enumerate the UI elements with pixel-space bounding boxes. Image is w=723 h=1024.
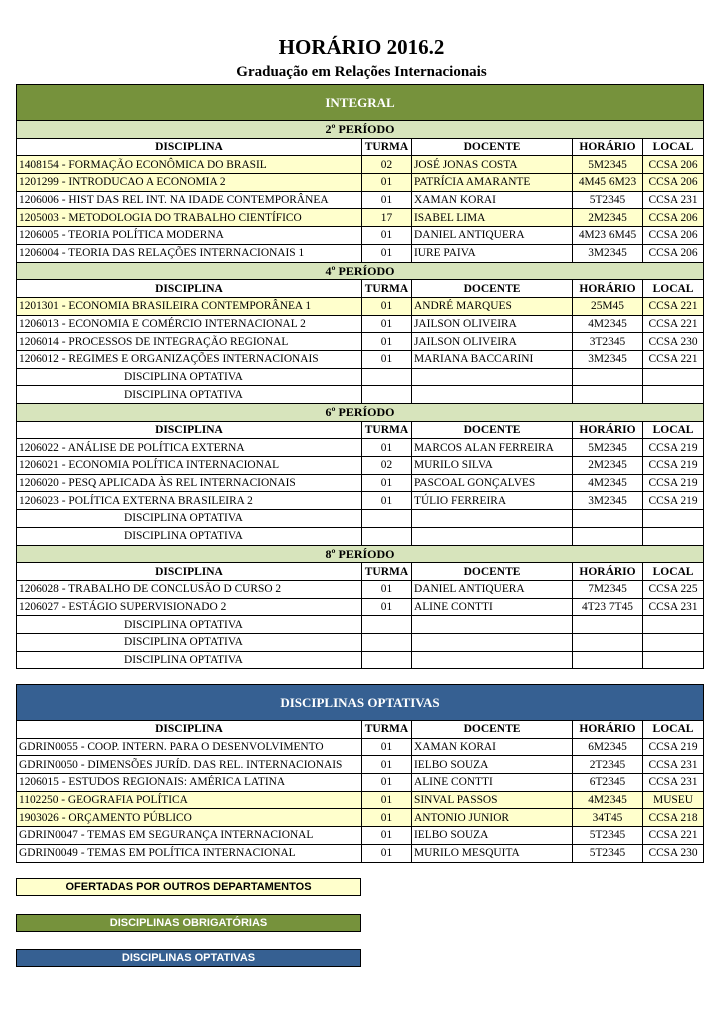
cell-local: CCSA 206 bbox=[643, 244, 704, 262]
cell-horario bbox=[573, 527, 643, 545]
cell-local bbox=[643, 633, 704, 651]
cell-turma: 01 bbox=[362, 598, 412, 616]
cell-disciplina: DISCIPLINA OPTATIVA bbox=[17, 527, 362, 545]
cell-disciplina: 1206012 - REGIMES E ORGANIZAÇÕES INTERNACIONAIS bbox=[17, 350, 362, 368]
column-header-local: LOCAL bbox=[643, 138, 704, 156]
cell-local: CCSA 219 bbox=[643, 457, 704, 475]
cell-disciplina: 1206020 - PESQ APLICADA ÀS REL INTERNACIONAIS bbox=[17, 474, 362, 492]
cell-local: CCSA 206 bbox=[643, 209, 704, 227]
cell-turma: 01 bbox=[362, 297, 412, 315]
period-row bbox=[17, 545, 704, 563]
cell-horario bbox=[573, 633, 643, 651]
cell-local: CCSA 218 bbox=[643, 809, 704, 827]
table-row bbox=[17, 598, 704, 616]
cell-docente: SINVAL PASSOS bbox=[412, 791, 573, 809]
cell-turma: 01 bbox=[362, 844, 412, 862]
cell-turma bbox=[362, 616, 412, 634]
cell-docente bbox=[412, 527, 573, 545]
cell-turma bbox=[362, 651, 412, 669]
cell-local: CCSA 219 bbox=[643, 738, 704, 756]
cell-docente bbox=[412, 386, 573, 404]
column-header-disciplina: DISCIPLINA bbox=[17, 721, 362, 739]
table-row bbox=[17, 297, 704, 315]
optativas-schedule-table bbox=[16, 684, 704, 863]
cell-horario: 3M2345 bbox=[573, 244, 643, 262]
cell-local: CCSA 206 bbox=[643, 156, 704, 174]
table-row bbox=[17, 510, 704, 528]
period-title: 6º PERÍODO bbox=[17, 404, 704, 422]
table-row bbox=[17, 209, 704, 227]
column-header-turma: TURMA bbox=[362, 563, 412, 581]
cell-local: CCSA 221 bbox=[643, 315, 704, 333]
cell-horario: 5M2345 bbox=[573, 439, 643, 457]
cell-turma: 01 bbox=[362, 244, 412, 262]
cell-turma: 17 bbox=[362, 209, 412, 227]
cell-turma: 02 bbox=[362, 457, 412, 475]
column-header-docente: DOCENTE bbox=[412, 421, 573, 439]
column-header-docente: DOCENTE bbox=[412, 280, 573, 298]
cell-local: CCSA 219 bbox=[643, 439, 704, 457]
cell-local: CCSA 219 bbox=[643, 492, 704, 510]
cell-docente: PASCOAL GONÇALVES bbox=[412, 474, 573, 492]
cell-docente bbox=[412, 510, 573, 528]
period-title: 8º PERÍODO bbox=[17, 545, 704, 563]
cell-local bbox=[643, 651, 704, 669]
table-header-row bbox=[17, 138, 704, 156]
cell-horario: 4M45 6M23 bbox=[573, 174, 643, 192]
period-row bbox=[17, 404, 704, 422]
table-row bbox=[17, 474, 704, 492]
cell-local bbox=[643, 527, 704, 545]
cell-turma: 01 bbox=[362, 174, 412, 192]
cell-docente bbox=[412, 616, 573, 634]
cell-docente: ALINE CONTTI bbox=[412, 598, 573, 616]
table-row bbox=[17, 791, 704, 809]
table-header-row bbox=[17, 421, 704, 439]
cell-horario: 6T2345 bbox=[573, 774, 643, 792]
cell-turma: 01 bbox=[362, 474, 412, 492]
cell-local: CCSA 230 bbox=[643, 333, 704, 351]
cell-horario: 2M2345 bbox=[573, 457, 643, 475]
cell-local: CCSA 231 bbox=[643, 191, 704, 209]
integral-schedule-table bbox=[16, 84, 704, 669]
column-header-horario: HORÁRIO bbox=[573, 421, 643, 439]
column-header-horario: HORÁRIO bbox=[573, 721, 643, 739]
cell-horario bbox=[573, 651, 643, 669]
cell-horario: 4M2345 bbox=[573, 791, 643, 809]
cell-disciplina: DISCIPLINA OPTATIVA bbox=[17, 616, 362, 634]
cell-disciplina: 1201299 - INTRODUCAO A ECONOMIA 2 bbox=[17, 174, 362, 192]
cell-horario: 3T2345 bbox=[573, 333, 643, 351]
period-title: 4º PERÍODO bbox=[17, 262, 704, 280]
table-row bbox=[17, 580, 704, 598]
legend-disciplinas-optativas: DISCIPLINAS OPTATIVAS bbox=[16, 949, 361, 967]
cell-turma: 02 bbox=[362, 156, 412, 174]
cell-horario: 4M23 6M45 bbox=[573, 227, 643, 245]
cell-turma: 01 bbox=[362, 809, 412, 827]
cell-local: CCSA 231 bbox=[643, 756, 704, 774]
table-row bbox=[17, 350, 704, 368]
table-row bbox=[17, 827, 704, 845]
cell-disciplina: 1102250 - GEOGRAFIA POLÍTICA bbox=[17, 791, 362, 809]
cell-horario bbox=[573, 510, 643, 528]
period-title: 2º PERÍODO bbox=[17, 121, 704, 139]
cell-disciplina: DISCIPLINA OPTATIVA bbox=[17, 510, 362, 528]
table-header-row bbox=[17, 563, 704, 581]
column-header-docente: DOCENTE bbox=[412, 138, 573, 156]
column-header-turma: TURMA bbox=[362, 421, 412, 439]
cell-disciplina: 1206014 - PROCESSOS DE INTEGRAÇÃO REGIONAL bbox=[17, 333, 362, 351]
cell-local: CCSA 225 bbox=[643, 580, 704, 598]
legend-disciplinas-obrigatorias: DISCIPLINAS OBRIGATÓRIAS bbox=[16, 914, 361, 932]
column-header-horario: HORÁRIO bbox=[573, 280, 643, 298]
cell-disciplina: 1206006 - HIST DAS REL INT. NA IDADE CONTEMPORÂNEA bbox=[17, 191, 362, 209]
cell-local: CCSA 219 bbox=[643, 474, 704, 492]
cell-horario: 5T2345 bbox=[573, 844, 643, 862]
column-header-disciplina: DISCIPLINA bbox=[17, 563, 362, 581]
cell-disciplina: 1201301 - ECONOMIA BRASILEIRA CONTEMPORÂNEA 1 bbox=[17, 297, 362, 315]
cell-docente: MURILO SILVA bbox=[412, 457, 573, 475]
column-header-turma: TURMA bbox=[362, 280, 412, 298]
optativas-banner: DISCIPLINAS OPTATIVAS bbox=[17, 685, 704, 721]
cell-disciplina: 1903026 - ORÇAMENTO PÚBLICO bbox=[17, 809, 362, 827]
table-row bbox=[17, 386, 704, 404]
table-header-row bbox=[17, 721, 704, 739]
cell-horario: 25M45 bbox=[573, 297, 643, 315]
cell-turma: 01 bbox=[362, 827, 412, 845]
cell-disciplina: 1206027 - ESTÁGIO SUPERVISIONADO 2 bbox=[17, 598, 362, 616]
cell-docente: DANIEL ANTIQUERA bbox=[412, 227, 573, 245]
cell-turma bbox=[362, 527, 412, 545]
cell-turma: 01 bbox=[362, 580, 412, 598]
cell-turma: 01 bbox=[362, 227, 412, 245]
legend-outros-departamentos: OFERTADAS POR OUTROS DEPARTAMENTOS bbox=[16, 878, 361, 896]
column-header-disciplina: DISCIPLINA bbox=[17, 138, 362, 156]
table-row bbox=[17, 809, 704, 827]
cell-disciplina: 1206028 - TRABALHO DE CONCLUSÃO D CURSO 2 bbox=[17, 580, 362, 598]
cell-turma: 01 bbox=[362, 774, 412, 792]
cell-turma: 01 bbox=[362, 191, 412, 209]
table-row bbox=[17, 633, 704, 651]
table-row bbox=[17, 191, 704, 209]
optativas-banner-row bbox=[17, 685, 704, 721]
cell-turma: 01 bbox=[362, 350, 412, 368]
cell-docente bbox=[412, 651, 573, 669]
cell-docente bbox=[412, 633, 573, 651]
cell-horario: 5T2345 bbox=[573, 191, 643, 209]
cell-disciplina: 1205003 - METODOLOGIA DO TRABALHO CIENTÍFICO bbox=[17, 209, 362, 227]
cell-docente: JAILSON OLIVEIRA bbox=[412, 333, 573, 351]
table-row bbox=[17, 774, 704, 792]
cell-local bbox=[643, 510, 704, 528]
cell-docente: ISABEL LIMA bbox=[412, 209, 573, 227]
table-row bbox=[17, 368, 704, 386]
table-row bbox=[17, 651, 704, 669]
table-row bbox=[17, 315, 704, 333]
table-row bbox=[17, 439, 704, 457]
cell-turma: 01 bbox=[362, 791, 412, 809]
cell-horario: 2M2345 bbox=[573, 209, 643, 227]
cell-docente: JAILSON OLIVEIRA bbox=[412, 315, 573, 333]
integral-banner: INTEGRAL bbox=[17, 85, 704, 121]
column-header-docente: DOCENTE bbox=[412, 563, 573, 581]
cell-disciplina: 1206005 - TEORIA POLÍTICA MODERNA bbox=[17, 227, 362, 245]
cell-docente: TÚLIO FERREIRA bbox=[412, 492, 573, 510]
cell-disciplina: DISCIPLINA OPTATIVA bbox=[17, 386, 362, 404]
cell-local: MUSEU bbox=[643, 791, 704, 809]
column-header-horario: HORÁRIO bbox=[573, 138, 643, 156]
cell-docente bbox=[412, 368, 573, 386]
cell-horario bbox=[573, 368, 643, 386]
table-row bbox=[17, 844, 704, 862]
cell-disciplina: 1206023 - POLÍTICA EXTERNA BRASILEIRA 2 bbox=[17, 492, 362, 510]
cell-turma: 01 bbox=[362, 492, 412, 510]
cell-disciplina: DISCIPLINA OPTATIVA bbox=[17, 651, 362, 669]
cell-horario bbox=[573, 386, 643, 404]
cell-disciplina: DISCIPLINA OPTATIVA bbox=[17, 633, 362, 651]
cell-turma bbox=[362, 368, 412, 386]
table-row bbox=[17, 738, 704, 756]
cell-horario: 5M2345 bbox=[573, 156, 643, 174]
cell-disciplina: 1206021 - ECONOMIA POLÍTICA INTERNACIONAL bbox=[17, 457, 362, 475]
cell-turma bbox=[362, 633, 412, 651]
table-row bbox=[17, 244, 704, 262]
cell-docente: XAMAN KORAI bbox=[412, 738, 573, 756]
table-row bbox=[17, 457, 704, 475]
cell-horario: 4M2345 bbox=[573, 315, 643, 333]
cell-disciplina: GDRIN0047 - TEMAS EM SEGURANÇA INTERNACIONAL bbox=[17, 827, 362, 845]
cell-turma bbox=[362, 510, 412, 528]
cell-docente: MARCOS ALAN FERREIRA bbox=[412, 439, 573, 457]
cell-docente: IURE PAIVA bbox=[412, 244, 573, 262]
table-row bbox=[17, 616, 704, 634]
cell-docente: JOSÉ JONAS COSTA bbox=[412, 156, 573, 174]
cell-docente: MURILO MESQUITA bbox=[412, 844, 573, 862]
cell-local bbox=[643, 386, 704, 404]
cell-turma: 01 bbox=[362, 315, 412, 333]
cell-horario: 3M2345 bbox=[573, 492, 643, 510]
cell-local: CCSA 231 bbox=[643, 598, 704, 616]
cell-docente: ALINE CONTTI bbox=[412, 774, 573, 792]
cell-turma: 01 bbox=[362, 756, 412, 774]
column-header-disciplina: DISCIPLINA bbox=[17, 280, 362, 298]
cell-horario: 4T23 7T45 bbox=[573, 598, 643, 616]
table-row bbox=[17, 756, 704, 774]
table-row bbox=[17, 227, 704, 245]
table-row bbox=[17, 156, 704, 174]
cell-docente: DANIEL ANTIQUERA bbox=[412, 580, 573, 598]
column-header-local: LOCAL bbox=[643, 721, 704, 739]
page-title: HORÁRIO 2016.2 bbox=[278, 35, 445, 59]
cell-horario bbox=[573, 616, 643, 634]
cell-docente: IELBO SOUZA bbox=[412, 827, 573, 845]
cell-local: CCSA 221 bbox=[643, 827, 704, 845]
cell-horario: 5T2345 bbox=[573, 827, 643, 845]
integral-banner-row bbox=[17, 85, 704, 121]
cell-docente: ANDRÉ MARQUES bbox=[412, 297, 573, 315]
column-header-docente: DOCENTE bbox=[412, 721, 573, 739]
cell-disciplina: GDRIN0055 - COOP. INTERN. PARA O DESENVOLVIMENTO bbox=[17, 738, 362, 756]
cell-local: CCSA 206 bbox=[643, 174, 704, 192]
cell-turma: 01 bbox=[362, 738, 412, 756]
cell-horario: 6M2345 bbox=[573, 738, 643, 756]
cell-disciplina: 1206004 - TEORIA DAS RELAÇÕES INTERNACIONAIS 1 bbox=[17, 244, 362, 262]
cell-disciplina: 1206015 - ESTUDOS REGIONAIS: AMÉRICA LATINA bbox=[17, 774, 362, 792]
cell-turma bbox=[362, 386, 412, 404]
column-header-disciplina: DISCIPLINA bbox=[17, 421, 362, 439]
table-row bbox=[17, 333, 704, 351]
cell-horario: 3M2345 bbox=[573, 350, 643, 368]
period-row bbox=[17, 121, 704, 139]
column-header-local: LOCAL bbox=[643, 421, 704, 439]
cell-local: CCSA 221 bbox=[643, 297, 704, 315]
cell-local: CCSA 231 bbox=[643, 774, 704, 792]
cell-turma: 01 bbox=[362, 439, 412, 457]
column-header-turma: TURMA bbox=[362, 721, 412, 739]
column-header-local: LOCAL bbox=[643, 563, 704, 581]
cell-disciplina: 1408154 - FORMAÇÃO ECONÔMICA DO BRASIL bbox=[17, 156, 362, 174]
cell-docente: XAMAN KORAI bbox=[412, 191, 573, 209]
cell-horario: 7M2345 bbox=[573, 580, 643, 598]
cell-disciplina: GDRIN0050 - DIMENSÕES JURÍD. DAS REL. INTERNACIONAIS bbox=[17, 756, 362, 774]
cell-disciplina: 1206022 - ANÁLISE DE POLÍTICA EXTERNA bbox=[17, 439, 362, 457]
page-subtitle: Graduação em Relações Internacionais bbox=[236, 64, 487, 80]
cell-disciplina: GDRIN0049 - TEMAS EM POLÍTICA INTERNACIONAL bbox=[17, 844, 362, 862]
cell-horario: 34T45 bbox=[573, 809, 643, 827]
cell-docente: PATRÍCIA AMARANTE bbox=[412, 174, 573, 192]
table-row bbox=[17, 492, 704, 510]
period-row bbox=[17, 262, 704, 280]
column-header-horario: HORÁRIO bbox=[573, 563, 643, 581]
cell-local: CCSA 221 bbox=[643, 350, 704, 368]
cell-local: CCSA 230 bbox=[643, 844, 704, 862]
table-row bbox=[17, 174, 704, 192]
cell-docente: IELBO SOUZA bbox=[412, 756, 573, 774]
column-header-local: LOCAL bbox=[643, 280, 704, 298]
column-header-turma: TURMA bbox=[362, 138, 412, 156]
cell-docente: ANTONIO JUNIOR bbox=[412, 809, 573, 827]
cell-docente: MARIANA BACCARINI bbox=[412, 350, 573, 368]
cell-disciplina: 1206013 - ECONOMIA E COMÉRCIO INTERNACIONAL 2 bbox=[17, 315, 362, 333]
cell-local bbox=[643, 368, 704, 386]
cell-disciplina: DISCIPLINA OPTATIVA bbox=[17, 368, 362, 386]
cell-horario: 4M2345 bbox=[573, 474, 643, 492]
cell-turma: 01 bbox=[362, 333, 412, 351]
table-row bbox=[17, 527, 704, 545]
cell-local bbox=[643, 616, 704, 634]
cell-local: CCSA 206 bbox=[643, 227, 704, 245]
cell-horario: 2T2345 bbox=[573, 756, 643, 774]
table-header-row bbox=[17, 280, 704, 298]
